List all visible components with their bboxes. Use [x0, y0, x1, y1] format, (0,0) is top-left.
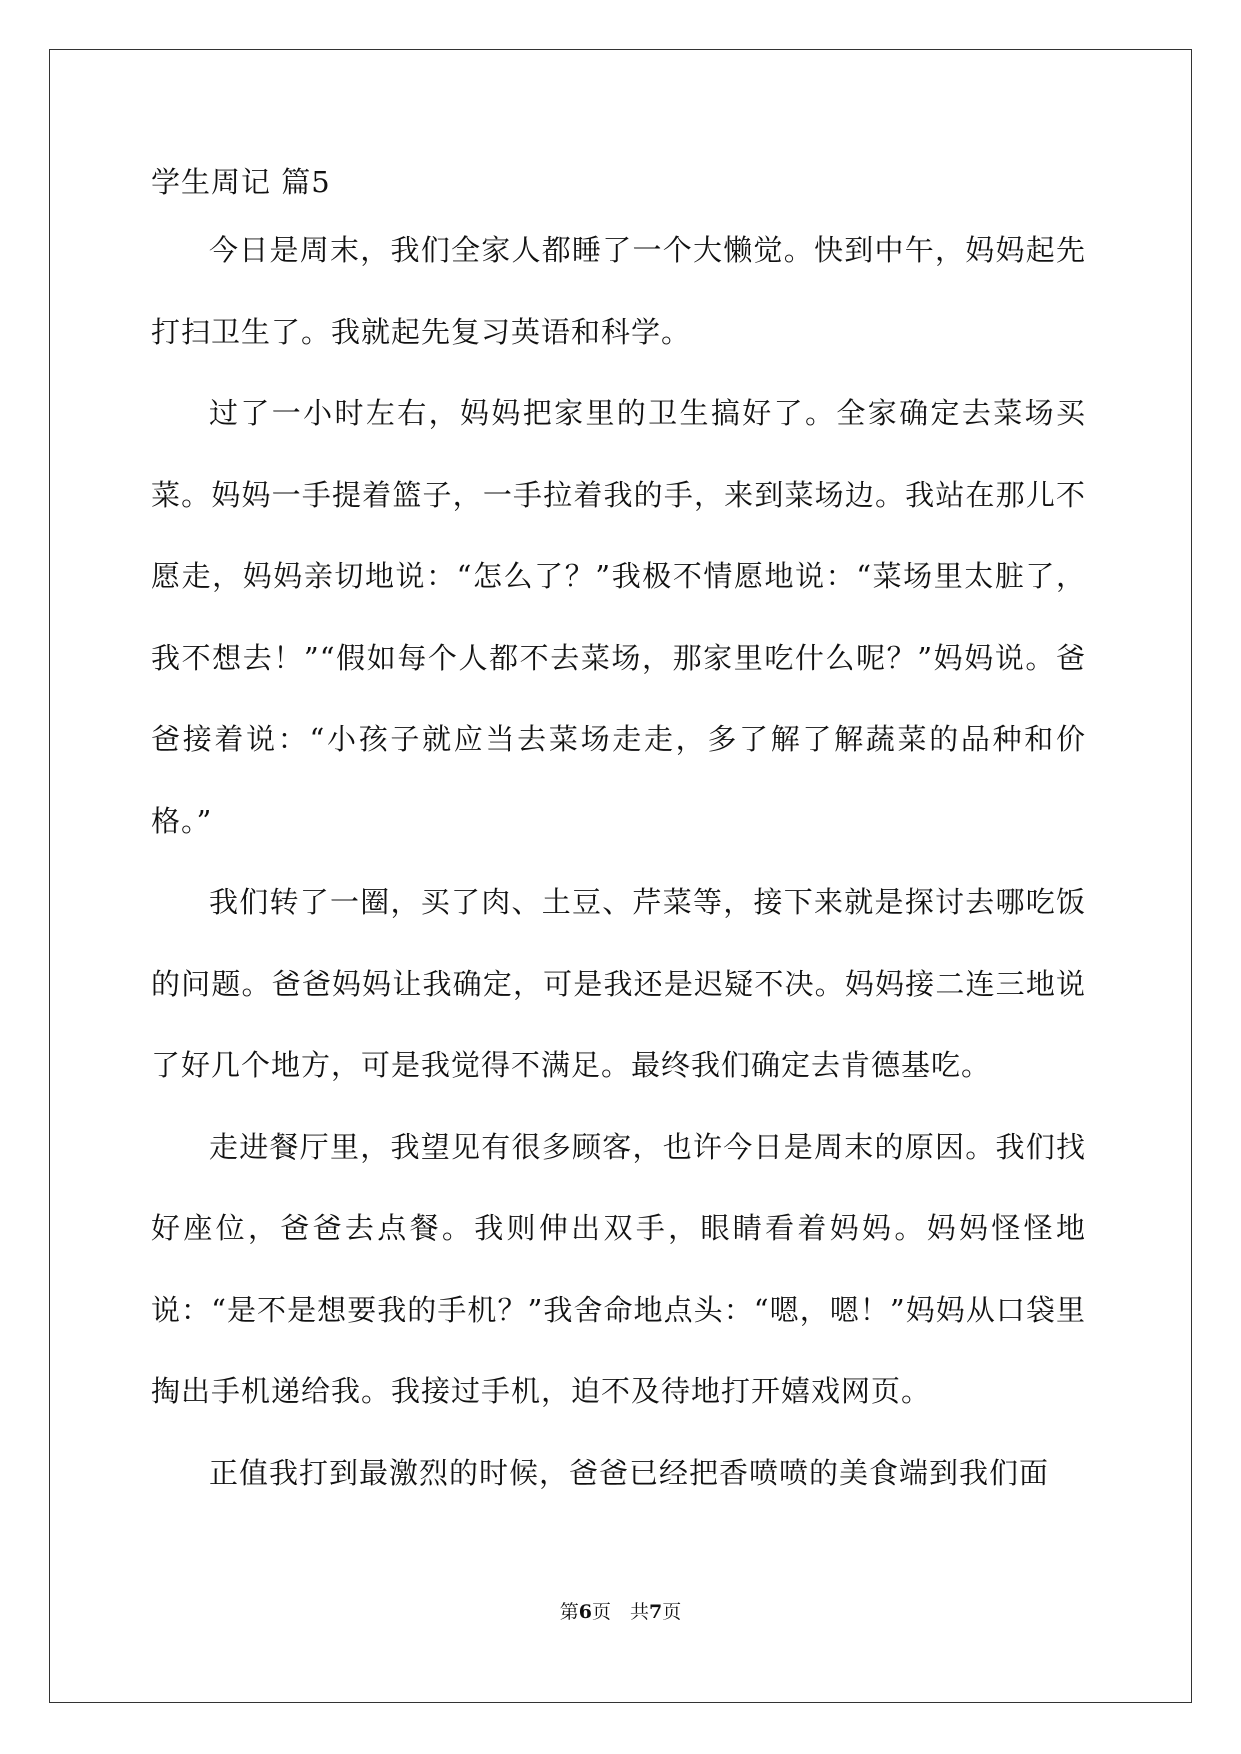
footer-middle: 页 共 [591, 1601, 649, 1623]
document-heading: 学生周记 篇5 [151, 165, 331, 199]
paragraph-3: 我们转了一圈，买了肉、土豆、芹菜等，接下来就是探讨去哪吃饭的问题。爸爸妈妈让我确定，可是我还是迟疑不决。妈妈接二连三地说了好几个地方，可是我觉得不满足。最终我们确定去肯德基吃。 [151, 885, 1086, 1082]
paragraph-4: 走进餐厅里，我望见有很多顾客，也许今日是周末的原因。我们找好座位，爸爸去点餐。我则伸出双手，眼睛看着妈妈。妈妈怪怪地说：“是不是想要我的手机？”我舍命地点头：“嗯，嗯！”妈妈从口袋里掏出手机递给我。我接过手机，迫不及待地打开嬉戏网页。 [151, 1129, 1086, 1408]
footer-suffix: 页 [662, 1601, 682, 1623]
page-footer [0, 1600, 1241, 1624]
paragraph-1: 今日是周末，我们全家人都睡了一个大懒觉。快到中午，妈妈起先打扫卫生了。我就起先复习英语和科学。 [151, 233, 1086, 349]
footer-prefix: 第 [559, 1601, 579, 1623]
paragraph-2: 过了一小时左右，妈妈把家里的卫生搞好了。全家确定去菜场买菜。妈妈一手提着篮子，一手拉着我的手，来到菜场边。我站在那儿不愿走，妈妈亲切地说：“怎么了？”我极不情愿地说：“菜场里太脏了，我不想去！”“假如每个人都不去菜场，那家里吃什么呢？”妈妈说。爸爸接着说：“小孩子就应当去菜场走走，多了解了解蔬菜的品种和价格。” [151, 396, 1086, 838]
document-body [151, 162, 1086, 1534]
footer-current-page: 6 [578, 1601, 592, 1623]
paragraph-5: 正值我打到最激烈的时候，爸爸已经把香喷喷的美食端到我们面 [209, 1455, 1050, 1490]
footer-total-pages: 7 [649, 1601, 663, 1623]
